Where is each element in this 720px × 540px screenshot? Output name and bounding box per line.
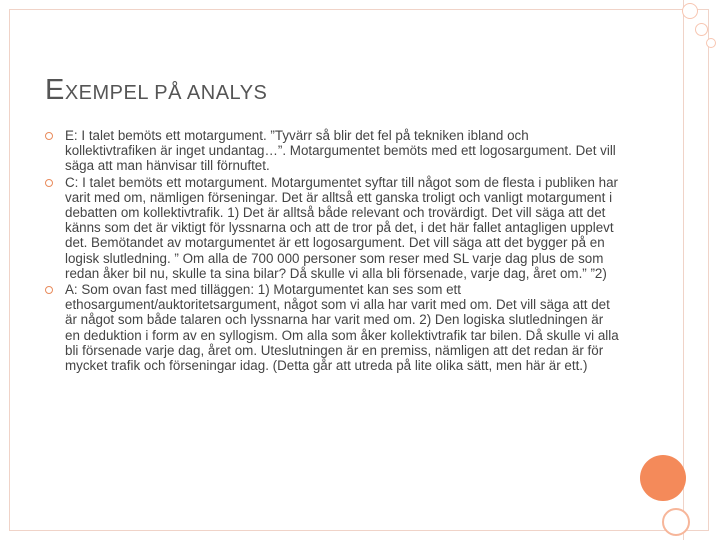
decor-circle-outline xyxy=(662,508,690,536)
list-item xyxy=(45,175,620,281)
list-item-text: E: I talet bemöts ett motargument. ”Tyvärr så blir det fel på tekniken ibland och kollektivtrafiken är inget undantag…”. Motargumentet bemöts med ett logosargument. Det vill säga att man hänvisar till förnuftet. xyxy=(65,128,616,174)
list-item xyxy=(45,128,620,174)
bullet-list xyxy=(45,128,620,374)
decor-circle xyxy=(706,38,716,48)
slide-title-initial: E xyxy=(45,74,65,106)
bullet-icon xyxy=(45,179,53,187)
decor-circle-large xyxy=(640,455,686,501)
list-item-text: C: I talet bemöts ett motargument. Motargumentet syftar till något som de flesta i publiken har varit med om, nämligen förseningar. Det är alltså ett ganska troligt och vanligt motargument i debatten om kollektivtrafik. 1) Det är alltså både relevant och trovärdigt. Det vill säga att det känns som det är viktigt för lyssnarna och att de tror på det, i det här fallet antagligen upplevt det. Bemötandet av motargumentet är ett logosargument. Det vill säga att det bygger på en logisk slutledning. ” Om alla de 700 000 personer som reser med SL varje dag plus de som redan åker bil nu, skulle ta sina bilar? Då skulle vi alla bli försenade, varje dag, året om.” ”2) xyxy=(65,174,618,281)
list-item xyxy=(45,282,620,373)
decor-circle xyxy=(682,3,698,19)
list-item-text: A: Som ovan fast med tilläggen: 1) Motargumentet kan ses som ett ethosargument/auktoritetsargument, något som vi alla har varit med om. Det vill säga att det är något som både talaren och lyssnarna har varit med om. 2) Den logiska slutledningen är en deduktion i form av en syllogism. Om alla som åker kollektivtrafik tar bilen. Då skulle vi alla bli försenade varje dag, året om. Uteslutningen är en premiss, nämligen att det redan är för mycket trafik och förseningar idag. (Detta går att utreda på lite olika sätt, men här är ett.) xyxy=(65,282,619,374)
slide-title xyxy=(45,74,267,107)
slide-divider xyxy=(683,0,684,540)
decor-circle xyxy=(695,23,708,36)
bullet-icon xyxy=(45,286,53,294)
slide-title-rest: XEMPEL PÅ ANALYS xyxy=(64,82,268,104)
bullet-icon xyxy=(45,132,53,140)
